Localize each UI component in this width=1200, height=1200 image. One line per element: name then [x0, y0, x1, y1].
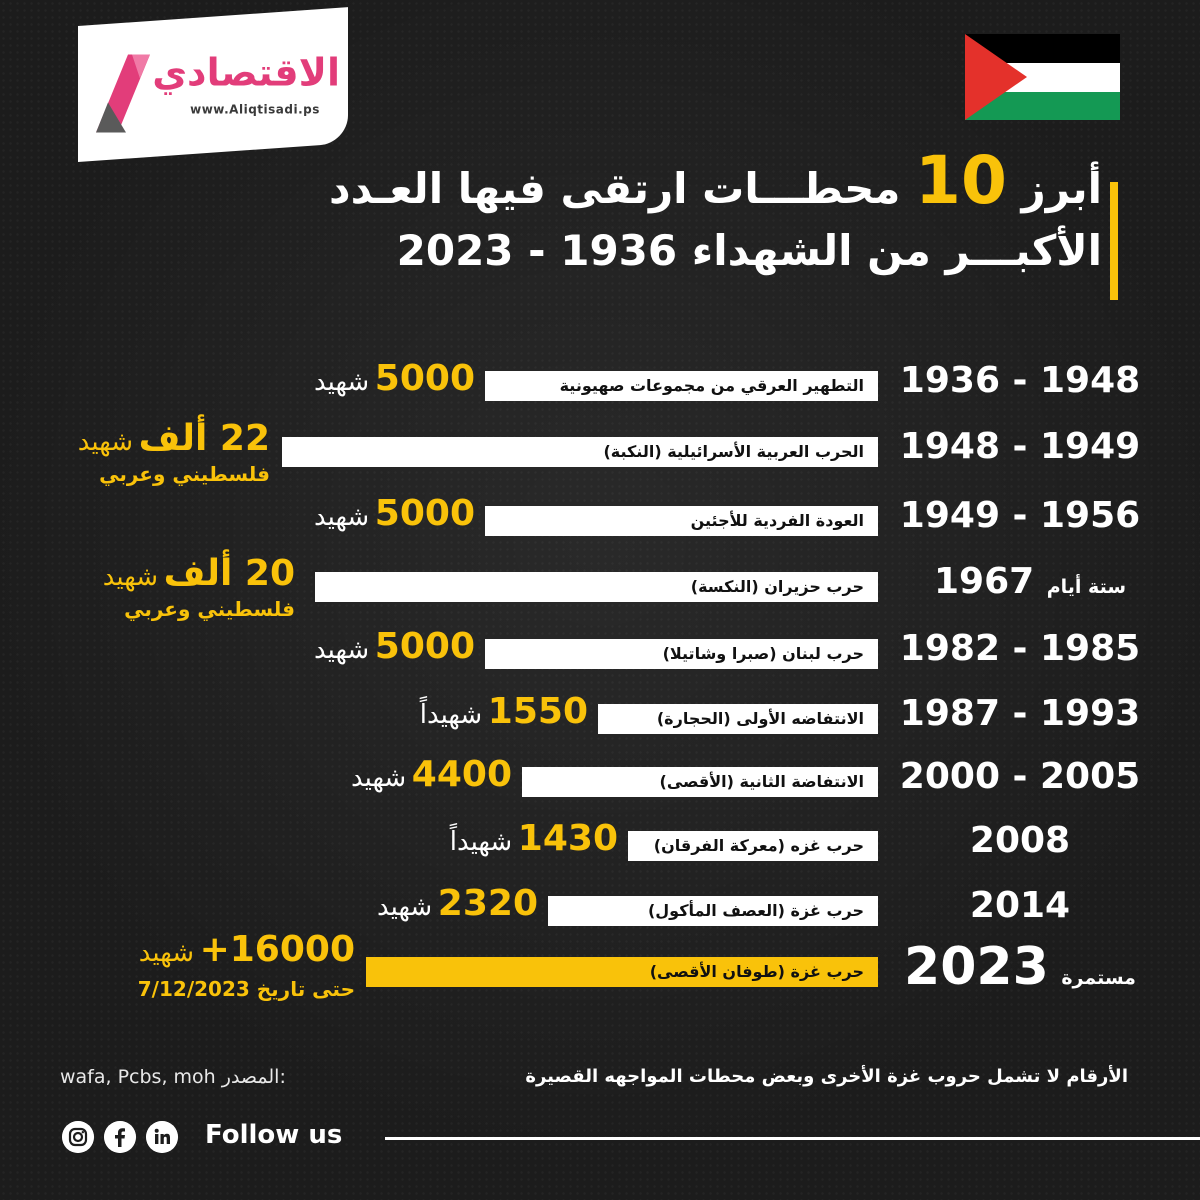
- row-years: [870, 360, 1170, 401]
- row-years: [870, 885, 1170, 926]
- row-count-note: فلسطيني وعربي: [124, 597, 295, 621]
- row-event-bar: حرب حزيران (النكسة): [315, 572, 878, 602]
- row-years: [880, 561, 1180, 602]
- logo-card: [78, 7, 348, 162]
- page-title: [202, 142, 1102, 282]
- row-years-text: 2023: [904, 937, 1049, 997]
- brand-logo-icon: [88, 49, 158, 139]
- row-count-unit: شهيد: [313, 635, 370, 665]
- row-count: [420, 691, 588, 732]
- row-count: [314, 358, 475, 399]
- row-count-unit: شهيد: [376, 892, 433, 922]
- row-count-number: 1550: [487, 691, 588, 732]
- row-years-text: 2008: [969, 820, 1071, 861]
- row-count-note: فلسطيني وعربي: [99, 462, 270, 486]
- row-event-bar: الانتفاضه الأولى (الحجارة): [598, 704, 878, 734]
- row-count-unit: شهيداً: [419, 700, 483, 730]
- timeline-row: [0, 493, 1200, 547]
- row-event-bar: حرب غزة (العصف المأكول): [548, 896, 878, 926]
- row-event-bar: الانتفاضة الثانية (الأقصى): [522, 767, 878, 797]
- row-count-unit: شهيداً: [449, 827, 513, 857]
- title-line-1: [202, 142, 1102, 220]
- title-after: محطـــات ارتقى فيها العـدد: [329, 164, 901, 213]
- linkedin-icon[interactable]: [146, 1121, 178, 1153]
- footnote: الأرقام لا تشمل حروب غزة الأخرى وبعض محطات المواجهه القصيرة: [525, 1066, 1128, 1087]
- row-years-prefix: مستمرة: [1061, 967, 1136, 989]
- source-label: المصدر:: [221, 1066, 286, 1088]
- footer-divider: [385, 1137, 1200, 1140]
- timeline-row: [0, 626, 1200, 680]
- row-years: [870, 628, 1170, 669]
- row-count: [351, 754, 512, 795]
- row-count-number: 1430: [517, 818, 618, 859]
- row-count: [377, 883, 538, 924]
- row-count-number: 2320: [437, 883, 538, 924]
- row-years: [870, 693, 1170, 734]
- row-years-text: 1987 - 1993: [899, 693, 1141, 734]
- row-event-bar: العودة الفردية للأجئين: [485, 506, 878, 536]
- row-years-text: 1936 - 1948: [899, 360, 1141, 401]
- source-credit: [60, 1066, 286, 1088]
- row-years-text: 1982 - 1985: [899, 628, 1141, 669]
- title-line-2: الأكبـــر من الشهداء 1936 - 2023: [396, 226, 1102, 275]
- row-years-text: 2014: [969, 885, 1071, 926]
- palestine-flag-icon: [965, 34, 1120, 120]
- timeline-row: [0, 418, 1200, 486]
- row-count: [314, 493, 475, 534]
- row-count: [139, 929, 355, 970]
- row-count: [314, 626, 475, 667]
- row-count-number: 20 ألف: [163, 553, 295, 594]
- row-count-unit: شهيد: [313, 367, 370, 397]
- row-years-text: 1948 - 1949: [899, 426, 1141, 467]
- row-years: [870, 756, 1170, 797]
- row-event-bar: حرب غزة (طوفان الأقصى): [366, 957, 878, 987]
- row-event-bar: الحرب العربية الأسرائيلية (النكبة): [282, 437, 878, 467]
- row-count-unit: شهيد: [138, 938, 194, 968]
- row-years-text: 1949 - 1956: [899, 495, 1141, 536]
- row-count-number: 22 ألف: [138, 418, 270, 459]
- row-count-note: حتى تاريخ 7/12/2023: [137, 977, 355, 1001]
- row-count: [103, 553, 295, 594]
- source-value: wafa, Pcbs, moh: [60, 1066, 216, 1088]
- brand-url[interactable]: www.Aliqtisadi.ps: [190, 102, 320, 117]
- brand-name: الاقتصادي: [152, 50, 340, 95]
- row-event-bar: حرب غزه (معركة الفرقان): [628, 831, 878, 861]
- row-years-text: 2000 - 2005: [899, 756, 1141, 797]
- row-years-prefix: ستة أيام: [1046, 576, 1127, 598]
- row-years-text: 1967: [933, 561, 1035, 602]
- timeline-row: [0, 358, 1200, 412]
- timeline-row: [0, 818, 1200, 872]
- row-count-number: 4400: [411, 754, 512, 795]
- row-count-number: 5000: [374, 626, 475, 667]
- timeline-row: [0, 929, 1200, 1001]
- row-count-unit: شهيد: [102, 562, 159, 592]
- row-event-bar: التطهير العرقي من مجموعات صهيونية: [485, 371, 878, 401]
- instagram-icon[interactable]: [62, 1121, 94, 1153]
- follow-us-label: Follow us: [205, 1120, 343, 1150]
- row-count: [450, 818, 618, 859]
- row-event-bar: حرب لبنان (صبرا وشاتيلا): [485, 639, 878, 669]
- title-before: أبرز: [1021, 164, 1102, 213]
- row-count-unit: شهيد: [350, 763, 407, 793]
- timeline-row: [0, 691, 1200, 745]
- row-years: [870, 820, 1170, 861]
- title-number: 10: [915, 142, 1007, 219]
- row-years: [870, 426, 1170, 467]
- facebook-icon[interactable]: [104, 1121, 136, 1153]
- row-count-number: 16000+: [199, 929, 355, 970]
- row-years: [870, 937, 1170, 997]
- row-count-number: 5000: [374, 493, 475, 534]
- row-count: [78, 418, 270, 459]
- timeline-row: [0, 754, 1200, 808]
- row-years: [870, 495, 1170, 536]
- row-count-unit: شهيد: [77, 427, 134, 457]
- row-count-number: 5000: [374, 358, 475, 399]
- timeline-row: [0, 553, 1200, 621]
- row-count-unit: شهيد: [313, 502, 370, 532]
- title-accent-bar: [1110, 182, 1118, 300]
